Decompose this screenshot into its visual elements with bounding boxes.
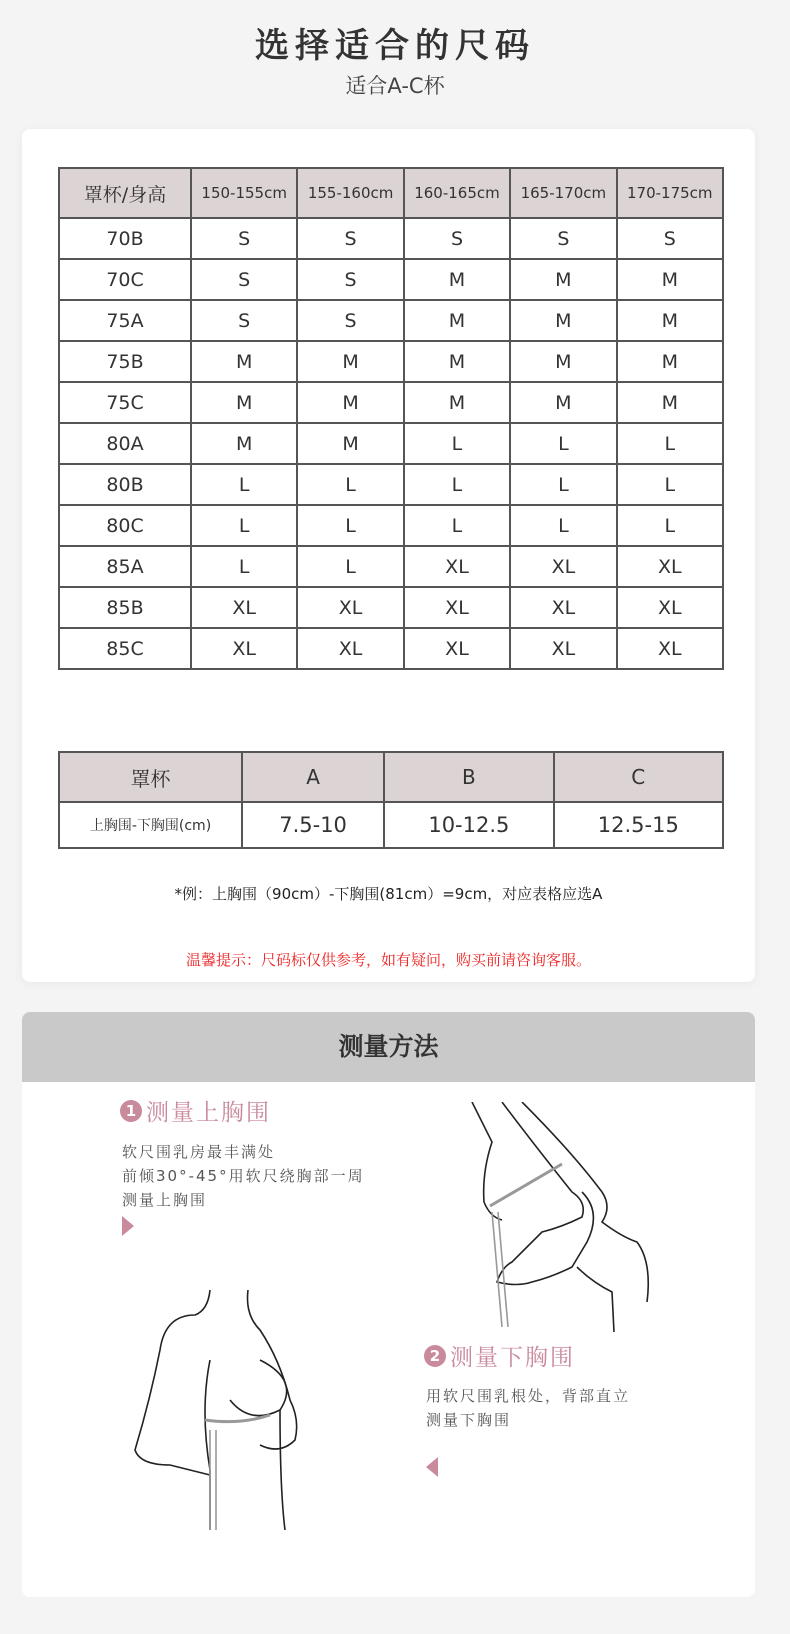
size-cell: XL xyxy=(617,587,723,628)
size-cell: XL xyxy=(191,587,297,628)
size-cell: M xyxy=(617,259,723,300)
step-number-badge: 2 xyxy=(424,1345,446,1367)
cup-size-cell: 85C xyxy=(59,628,191,669)
size-cell: XL xyxy=(297,628,403,669)
cup-size-cell: 75B xyxy=(59,341,191,382)
size-cell: L xyxy=(404,464,510,505)
size-cell: L xyxy=(617,464,723,505)
play-left-icon xyxy=(426,1457,438,1477)
cup-size-cell: 80C xyxy=(59,505,191,546)
cup-size-cell: 75C xyxy=(59,382,191,423)
size-cell: XL xyxy=(404,628,510,669)
size-table-row xyxy=(59,505,723,546)
cup-size-cell: 85A xyxy=(59,546,191,587)
size-cell: S xyxy=(191,218,297,259)
size-cell: XL xyxy=(191,628,297,669)
step1-description xyxy=(122,1140,365,1212)
size-cell: S xyxy=(191,259,297,300)
size-table-row xyxy=(59,423,723,464)
size-cell: M xyxy=(191,382,297,423)
size-cell: M xyxy=(510,300,616,341)
step2-title xyxy=(424,1339,575,1372)
size-cell: L xyxy=(510,464,616,505)
size-cell: XL xyxy=(404,546,510,587)
size-table-row xyxy=(59,218,723,259)
header-cell: 罩杯/身高 xyxy=(59,168,191,218)
size-table-header xyxy=(59,168,723,218)
size-cell: XL xyxy=(510,546,616,587)
size-cell: L xyxy=(297,546,403,587)
step-number-badge: 1 xyxy=(120,1100,142,1122)
size-table-row xyxy=(59,546,723,587)
size-cell: L xyxy=(191,464,297,505)
cup-size-cell: 70B xyxy=(59,218,191,259)
cup-cell: 10-12.5 xyxy=(384,802,553,848)
desc-line: 软尺围乳房最丰满处 xyxy=(122,1143,276,1161)
size-cell: L xyxy=(404,423,510,464)
size-cell: L xyxy=(617,505,723,546)
size-cell: M xyxy=(510,259,616,300)
size-cell: M xyxy=(297,382,403,423)
size-table-row xyxy=(59,300,723,341)
size-cell: L xyxy=(510,505,616,546)
cup-header-cell: B xyxy=(384,752,553,802)
size-cell: M xyxy=(191,341,297,382)
size-table-row xyxy=(59,628,723,669)
cup-table-header xyxy=(59,752,723,802)
size-cell: L xyxy=(297,464,403,505)
size-cell: S xyxy=(510,218,616,259)
step2-description xyxy=(426,1384,630,1432)
size-cell: XL xyxy=(404,587,510,628)
size-cell: S xyxy=(297,218,403,259)
size-cell: L xyxy=(404,505,510,546)
size-table-row xyxy=(59,464,723,505)
size-cell: M xyxy=(297,341,403,382)
size-cell: M xyxy=(617,341,723,382)
cup-header-cell: C xyxy=(554,752,723,802)
size-cell: XL xyxy=(510,628,616,669)
size-cell: S xyxy=(297,259,403,300)
header-cell: 160-165cm xyxy=(404,168,510,218)
desc-line: 测量上胸围 xyxy=(122,1191,208,1209)
size-table-row xyxy=(59,259,723,300)
desc-line: 测量下胸围 xyxy=(426,1411,512,1429)
example-note: *例：上胸围（90cm）-下胸围(81cm）=9cm，对应表格应选A xyxy=(174,885,603,903)
cup-size-cell: 80B xyxy=(59,464,191,505)
step1-title xyxy=(120,1094,271,1127)
header-cell: 170-175cm xyxy=(617,168,723,218)
size-cell: M xyxy=(191,423,297,464)
size-cell: L xyxy=(510,423,616,464)
size-cell: M xyxy=(404,382,510,423)
size-cell: M xyxy=(297,423,403,464)
size-cell: L xyxy=(191,546,297,587)
page-title: 选择适合的尺码 xyxy=(255,26,535,66)
size-cell: L xyxy=(191,505,297,546)
cup-header-cell: 罩杯 xyxy=(59,752,242,802)
size-cell: M xyxy=(404,300,510,341)
play-right-icon xyxy=(122,1216,134,1236)
under-bust-illustration xyxy=(130,1290,330,1530)
size-cell: L xyxy=(617,423,723,464)
page-subtitle: 适合A-C杯 xyxy=(345,74,445,98)
size-cell: M xyxy=(404,259,510,300)
size-cell: XL xyxy=(617,628,723,669)
cup-size-cell: 75A xyxy=(59,300,191,341)
size-cell: S xyxy=(617,218,723,259)
measure-card xyxy=(22,1012,755,1597)
desc-line: 前倾30°-45°用软尺绕胸部一周 xyxy=(122,1167,365,1185)
size-cell: S xyxy=(297,300,403,341)
desc-line: 用软尺围乳根处，背部直立 xyxy=(426,1387,631,1405)
cup-size-cell: 85B xyxy=(59,587,191,628)
size-cell: XL xyxy=(617,546,723,587)
cup-header-cell: A xyxy=(242,752,384,802)
cup-size-cell: 70C xyxy=(59,259,191,300)
size-chart-card xyxy=(22,129,755,982)
size-cell: M xyxy=(617,382,723,423)
size-cell: M xyxy=(510,382,616,423)
upper-bust-illustration xyxy=(462,1102,682,1332)
header-cell: 155-160cm xyxy=(297,168,403,218)
size-table-row xyxy=(59,341,723,382)
cup-cell: 上胸围-下胸围(cm) xyxy=(59,802,242,848)
size-table-row xyxy=(59,587,723,628)
size-table-row xyxy=(59,382,723,423)
size-cell: S xyxy=(191,300,297,341)
measure-heading: 测量方法 xyxy=(22,1012,755,1082)
size-cell: M xyxy=(404,341,510,382)
cup-table xyxy=(58,751,724,849)
size-cell: S xyxy=(404,218,510,259)
size-cell: M xyxy=(510,341,616,382)
cup-cell: 12.5-15 xyxy=(554,802,723,848)
size-cell: M xyxy=(617,300,723,341)
size-cell: L xyxy=(297,505,403,546)
cup-cell: 7.5-10 xyxy=(242,802,384,848)
cup-size-cell: 80A xyxy=(59,423,191,464)
size-cell: XL xyxy=(510,587,616,628)
header-cell: 165-170cm xyxy=(510,168,616,218)
size-table xyxy=(58,167,724,670)
step-title-text: 测量下胸围 xyxy=(450,1345,575,1371)
warm-tip: 温馨提示：尺码标仅供参考，如有疑问，购买前请咨询客服。 xyxy=(185,951,591,969)
size-cell: XL xyxy=(297,587,403,628)
header-cell: 150-155cm xyxy=(191,168,297,218)
cup-table-row xyxy=(59,802,723,848)
step-title-text: 测量上胸围 xyxy=(146,1100,271,1126)
